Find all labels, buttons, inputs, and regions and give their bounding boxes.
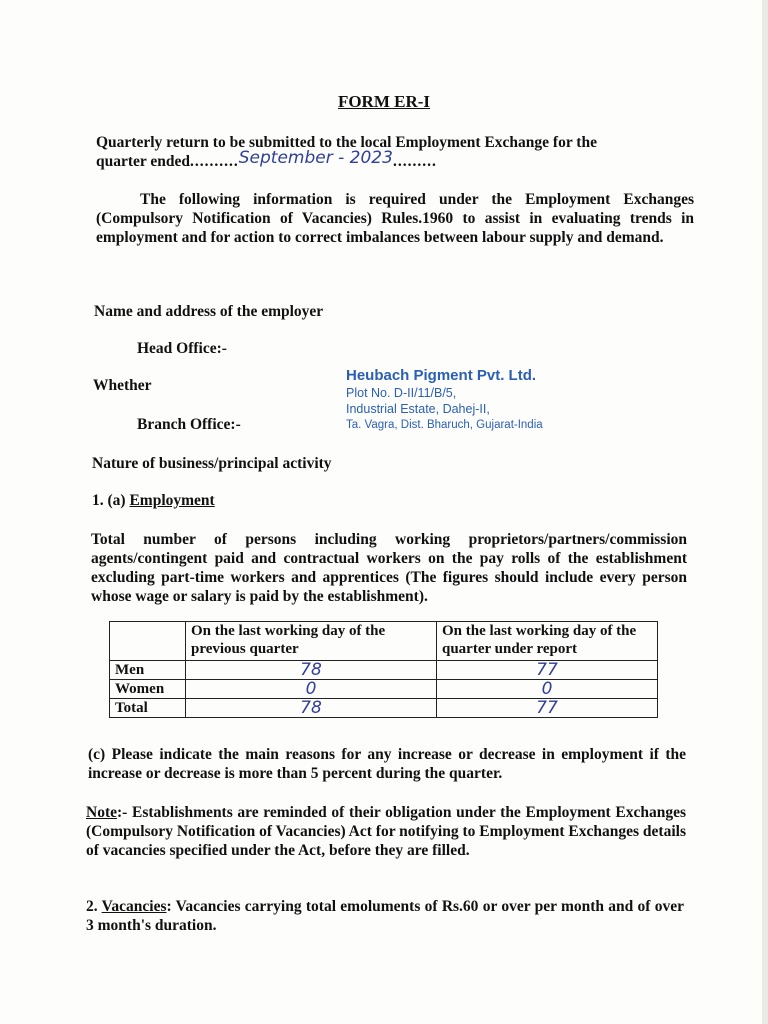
table-header-previous: On the last working day of the previous quarter [186, 622, 437, 661]
whether-label: Whether [93, 377, 152, 394]
handwritten-quarter-date: September - 2023 [238, 148, 393, 168]
note-paragraph [86, 803, 686, 860]
stamp-company-name: Heubach Pigment Pvt. Ltd. [346, 367, 537, 384]
row-label-total: Total [110, 699, 186, 718]
company-stamp [346, 366, 543, 433]
total-current-value: 77 [437, 699, 658, 718]
scan-edge [762, 0, 768, 1024]
quarterly-return-line2 [96, 148, 696, 171]
section1-paragraph: Total number of persons including working proprietors/partners/commission agents/contingent paid and contractual workers on the pay rolls of the establishment excluding part-time workers and apprentices (The figures should include every person whose wage or salary is paid by the establishment). [91, 531, 687, 605]
table-header-current: On the last working day of the quarter under report [437, 622, 658, 661]
section1-title: Employment [129, 492, 215, 509]
employment-table [109, 621, 658, 718]
section1c-paragraph: (c) Please indicate the main reasons for any increase or decrease in employment if the increase or decrease is more than 5 percent during the quarter. [88, 746, 686, 782]
stamp-address-line1: Plot No. D-II/11/B/5, [346, 386, 457, 400]
name-address-label: Name and address of the employer [94, 303, 324, 320]
dots-before: .......... [190, 153, 239, 170]
section2-paragraph [86, 897, 684, 935]
table-row [110, 661, 658, 680]
row-label-women: Women [110, 680, 186, 699]
section1-number: 1. (a) [92, 492, 126, 509]
women-current-value: 0 [437, 680, 658, 699]
men-current-value: 77 [437, 661, 658, 680]
intro-paragraph: The following information is required under the Employment Exchanges (Compulsory Notification of Vacancies) Rules.1960 to assist in evaluating trends in employment and for action to correct imbalances between labour supply and demand. [96, 191, 694, 246]
men-previous-value: 78 [186, 661, 437, 680]
note-text: :- Establishments are reminded of their obligation under the Employment Exchanges (Compulsory Notification of Vacancies) Act for notifying to Employment Exchanges details of vacancies specified under the Act, before they are filled. [86, 804, 686, 859]
table-header-row [110, 622, 658, 661]
stamp-address-line2: Industrial Estate, Dahej-II, [346, 402, 490, 416]
head-office-label: Head Office:- [137, 340, 227, 357]
table-header-empty [110, 622, 186, 661]
branch-office-label: Branch Office:- [137, 416, 241, 433]
quarterly-return-line1: Quarterly return to be submitted to the local Employment Exchange for the [96, 134, 597, 151]
table-row [110, 680, 658, 699]
stamp-address-line3: Ta. Vagra, Dist. Bharuch, Gujarat-India [346, 419, 543, 431]
dots-after: ......... [392, 153, 437, 170]
women-previous-value: 0 [186, 680, 437, 699]
form-title: FORM ER-I [337, 92, 431, 111]
row-label-men: Men [110, 661, 186, 680]
table-row [110, 699, 658, 718]
section1-heading [92, 491, 215, 510]
section2-number: 2. [86, 898, 98, 915]
section2-text: : Vacancies carrying total emoluments of Rs.60 or over per month and of over 3 month's duration. [86, 898, 684, 934]
section2-title: Vacancies [101, 898, 167, 915]
quarter-ended-label: quarter ended [96, 153, 191, 170]
total-previous-value: 78 [186, 699, 437, 718]
nature-of-business-label: Nature of business/principal activity [92, 455, 332, 472]
note-label: Note [86, 804, 117, 821]
